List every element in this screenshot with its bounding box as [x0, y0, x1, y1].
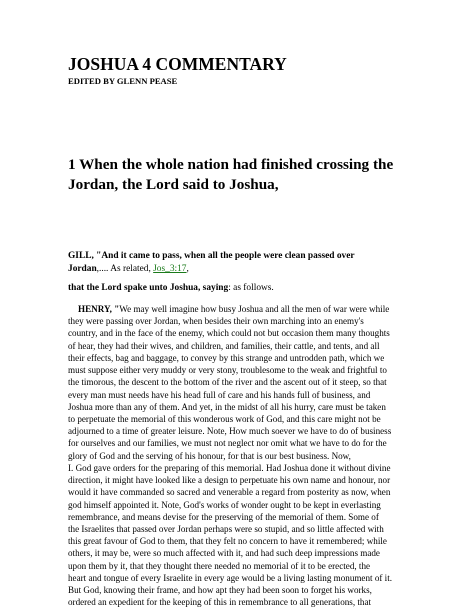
page-title: JOSHUA 4 COMMENTARY	[68, 54, 287, 74]
lord-text: : as follows.	[228, 283, 274, 293]
commentary-line: country, and in the face of the enemy, which could not but occasion them many thoughts	[68, 328, 390, 339]
commentary-line: they were passing over Jordan, when besides their own marching into an enemy's	[68, 316, 364, 327]
gill-commentary-continued	[68, 282, 274, 295]
gill-text-end: ,	[186, 263, 189, 274]
commentary-line: upon them by it, that they thought there needed no memorial of it to be erected, the	[68, 560, 371, 571]
scripture-reference-link[interactable]: Jos_3:17	[153, 263, 187, 274]
commentary-line: the Israelites that passed over Jordan perhaps were so stupid, and so little affected with	[68, 523, 384, 534]
commentary-line: every man must needs have his head full of care and his hands full of business, and	[68, 389, 371, 400]
commentary-line: others, it may be, were so much affected with it, and had such deep impressions made	[68, 548, 380, 559]
gill-quote-end: Jordan	[68, 263, 97, 274]
commentary-line: this great favour of God to them, that they felt no concern to have it remembered; while	[68, 536, 387, 547]
commentary-line	[68, 303, 420, 315]
commentary-line: must suppose either very muddy or very stony, troublesome to the weak and frightful to	[68, 365, 387, 376]
verse-heading-line: Jordan, the Lord said to Joshua,	[68, 176, 279, 193]
commentary-line: would it have commanded so sacred and venerable a regard from posterity as now, when	[68, 487, 391, 498]
commentary-line: the timorous, the descent to the bottom of the river and the ascent out of it steep, so that	[68, 377, 387, 388]
commentary-line: ordered an expedient for the keeping of this in remembrance to all generations, that	[68, 597, 372, 608]
commentary-line: adjourned to a time of greater leisure. Note, How much soever we have to do of business	[68, 426, 392, 437]
commentary-line: their effects, bag and baggage, to convey by this strange and untrodden path, which we	[68, 352, 385, 363]
commentary-line: of hear, they had their wives, and children, and families, their cattle, and tents, and all	[68, 340, 380, 351]
commentary-line: But God, knowing their frame, and how apt they had been soon to forget his works,	[68, 585, 372, 596]
verse-heading-line: 1 When the whole nation had finished crossing the	[68, 156, 394, 173]
lord-quote: that the Lord spake unto Joshua, saying	[68, 283, 229, 293]
commentary-line: I. God gave orders for the preparing of this memorial. Had Joshua done it without divine	[68, 462, 391, 473]
gill-quote: GILL, "And it came to pass, when all the people were clean passed over	[68, 251, 355, 261]
commentary-line: direction, it might have looked like a design to perpetuate his own name and honour, nor	[68, 475, 391, 486]
verse-heading	[68, 155, 428, 195]
henry-label: HENRY, "	[78, 304, 120, 314]
commentary-line: for ourselves and our families, we must not neglect nor omit what we have to do for the	[68, 438, 387, 449]
commentary-text: We may well imagine how busy Joshua and all the men of war were while	[119, 304, 390, 314]
gill-text: ,.... As related,	[96, 263, 154, 274]
commentary-line: glory of God and the serving of his honour, for that is our best business. Now,	[68, 450, 351, 461]
commentary-line: remembrance, and means devise for the preserving of the memorial of them. Some of	[68, 511, 379, 522]
henry-commentary	[68, 303, 420, 608]
gill-commentary	[68, 250, 412, 275]
commentary-line: Joshua more than any of them. And yet, in the midst of all his hurry, care must be taken	[68, 401, 386, 412]
commentary-line: to perpetuate the memorial of this wonderous work of God, and this care might not be	[68, 413, 381, 424]
commentary-line: heart and tongue of every Israelite in every age would be a living lasting monument of it.	[68, 572, 392, 583]
commentary-line: god himself appointed it. Note, God's works of wonder ought to be kept in everlasting	[68, 499, 381, 510]
editor-credit: EDITED BY GLENN PEASE	[68, 76, 178, 86]
